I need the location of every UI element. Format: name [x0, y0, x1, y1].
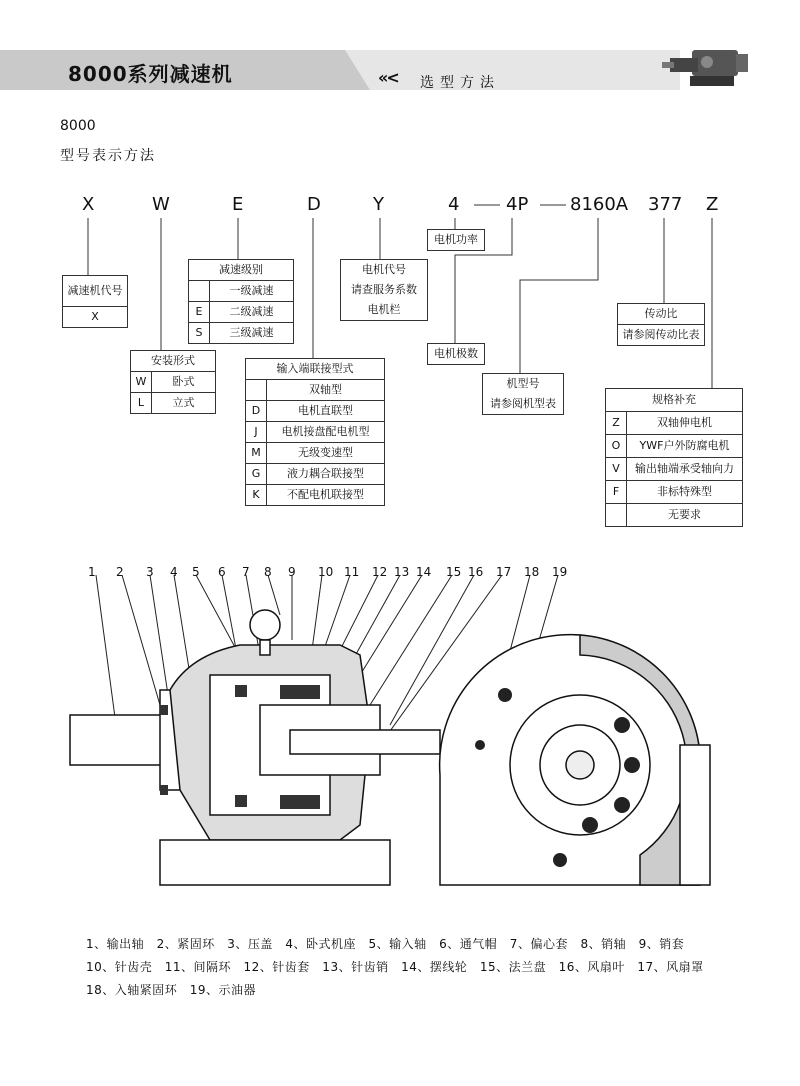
motor-poles-box: 电机极数 — [427, 343, 485, 365]
code-377: 377 — [648, 194, 683, 215]
part-label-17: 17 — [496, 565, 512, 579]
parts-legend-line-3: 18、入轴紧固环 19、示油器 — [86, 983, 257, 997]
part-label-16: 16 — [468, 565, 484, 579]
part-label-13: 13 — [394, 565, 410, 579]
parts-legend-line-1: 1、输出轴 2、紧固环 3、压盖 4、卧式机座 5、输入轴 6、通气帽 7、偏心套 8、销轴 9、销套 — [86, 937, 685, 951]
part-label-10: 10 — [318, 565, 334, 579]
page-title: 8000系列减速机 — [68, 62, 233, 86]
part-label-2: 2 — [116, 565, 124, 579]
part-label-18: 18 — [524, 565, 540, 579]
model-number-box: 机型号 请参阅机型表 — [482, 373, 564, 415]
spec-supplement-box: 规格补充 Z 双轴伸电机 O YWF户外防腐电机 V 输出轴端承受轴向力 F 非标特殊型 无要求 — [605, 388, 743, 527]
series-number: 8000 — [60, 118, 96, 134]
part-label-4: 4 — [170, 565, 178, 579]
code-x: X — [82, 194, 95, 215]
code-w: W — [152, 194, 170, 215]
code-d: D — [307, 194, 321, 215]
code-4: 4 — [448, 194, 460, 215]
chevron-left-icon: «< — [378, 68, 398, 87]
input-connection-box: 输入端联接型式 双轴型 D 电机直联型 J 电机接盘配电机型 M 无级变速型 G 液力耦合联接型 K 不配电机联接型 — [245, 358, 385, 506]
part-label-8: 8 — [264, 565, 272, 579]
part-label-11: 11 — [344, 565, 360, 579]
parts-legend-line-2: 10、针齿壳 11、间隔环 12、针齿套 13、针齿销 14、摆线轮 15、法兰盘 16、风扇叶 17、风扇罩 — [86, 960, 704, 974]
reducer-cross-section-drawing — [60, 575, 740, 905]
part-label-12: 12 — [372, 565, 388, 579]
part-label-9: 9 — [288, 565, 296, 579]
part-label-7: 7 — [242, 565, 250, 579]
reducer-code-box: 减速机代号 X — [62, 275, 128, 328]
code-4p: 4P — [506, 194, 529, 215]
reduction-stage-box: 减速级别 一级减速 E 二级减速 S 三级减速 — [188, 259, 294, 344]
code-y: Y — [373, 194, 384, 215]
motor-power-box: 电机功率 — [427, 229, 485, 251]
mount-type-box: 安装形式 W 卧式 L 立式 — [130, 350, 216, 414]
code-8160a: 8160A — [570, 194, 629, 215]
transmission-ratio-box: 传动比 请参阅传动比表 — [617, 303, 705, 346]
section-subtitle: 选型方法 — [420, 75, 500, 91]
code-e: E — [232, 194, 244, 215]
part-label-5: 5 — [192, 565, 200, 579]
part-label-1: 1 — [88, 565, 96, 579]
part-label-15: 15 — [446, 565, 462, 579]
model-notation-heading: 型号表示方法 — [60, 148, 156, 164]
part-label-14: 14 — [416, 565, 432, 579]
part-label-6: 6 — [218, 565, 226, 579]
code-z: Z — [706, 194, 719, 215]
motor-code-box: 电机代号 请查服务系数 电机栏 — [340, 259, 428, 321]
part-label-19: 19 — [552, 565, 568, 579]
part-label-3: 3 — [146, 565, 154, 579]
